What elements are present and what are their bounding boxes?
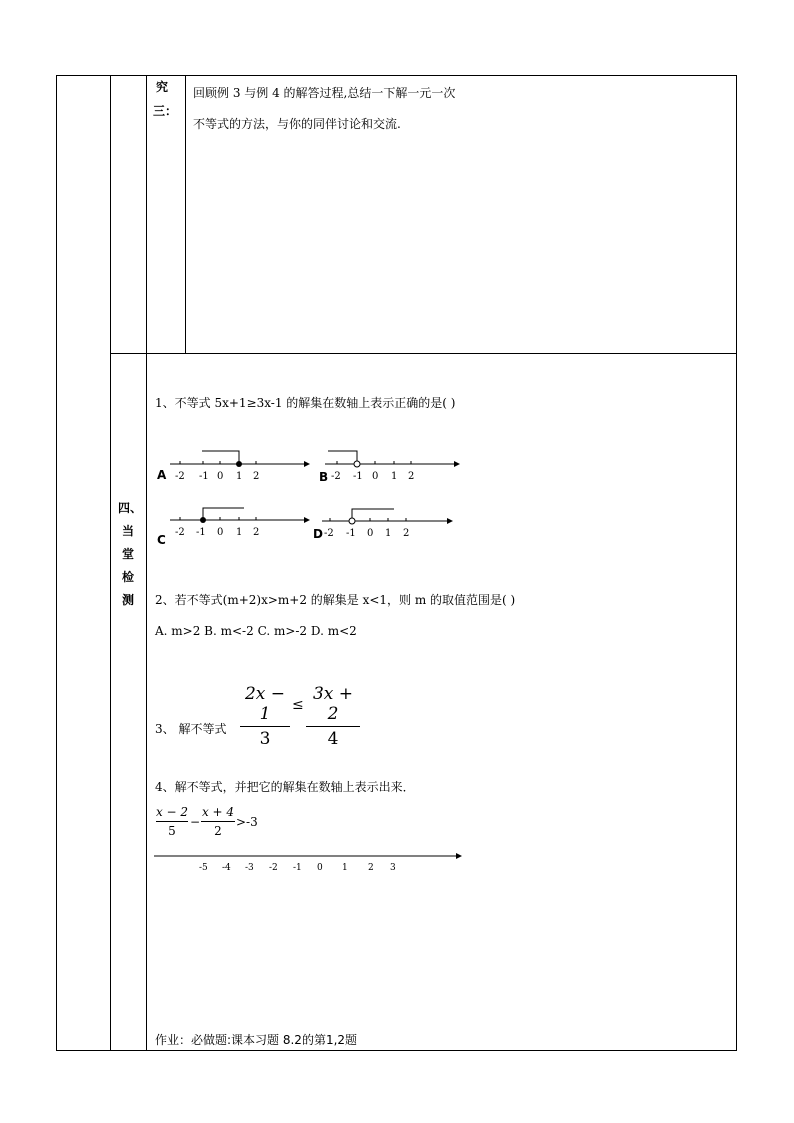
tick-label: 0 — [372, 471, 379, 482]
tick-label: -2 — [269, 863, 278, 873]
q3-lhs-denominator: 3 — [259, 729, 271, 749]
q3-operator: ≤ — [292, 697, 304, 713]
section3-label-line1: 究 — [156, 80, 169, 94]
section4-label-char: 测 — [121, 593, 134, 607]
tick-label: -2 — [324, 528, 334, 539]
table-border-right — [736, 75, 737, 1051]
q1-prompt: 1、不等式 5x+1≥3x-1 的解集在数轴上表示正确的是( ) — [155, 396, 456, 410]
q3-rhs-fraction — [306, 684, 360, 749]
closed-endpoint — [200, 517, 206, 523]
q4-relation: >-3 — [236, 815, 258, 829]
tick-label: 2 — [368, 863, 374, 873]
table-border-left — [56, 75, 57, 1051]
q4-f2-denominator: 2 — [214, 824, 222, 838]
open-endpoint — [354, 461, 360, 467]
section4-label-char: 四、 — [118, 501, 143, 515]
q3-rhs-numerator: 3x + 2 — [312, 684, 354, 724]
tick-label: -1 — [346, 528, 356, 539]
q2-prompt: 2、若不等式(m+2)x>m+2 的解集是 x<1，则 m 的取值范围是( ) — [155, 593, 516, 607]
q1-option-d-numberline — [322, 501, 462, 541]
axis-arrow — [456, 853, 462, 859]
tick-label: 0 — [367, 528, 374, 539]
q2-choices: A. m>2 B. m<-2 C. m>-2 D. m<2 — [155, 624, 357, 638]
q3-lhs-fraction — [240, 684, 290, 749]
q3-rhs-denominator: 4 — [327, 729, 339, 749]
tick-label: -1 — [353, 471, 363, 482]
axis-arrow — [447, 518, 453, 524]
tick-label: -2 — [175, 527, 185, 538]
fraction-bar — [306, 726, 360, 727]
tick-label: -1 — [199, 471, 209, 482]
fraction-bar — [240, 726, 290, 727]
q1-option-c-numberline — [170, 500, 310, 540]
tick-label: 1 — [342, 863, 348, 873]
axis-arrow — [304, 461, 310, 467]
fraction-bar — [156, 821, 188, 822]
tick-label: -2 — [175, 471, 185, 482]
section4-label-char: 当 — [121, 524, 134, 538]
tick-label: 0 — [217, 471, 224, 482]
q4-minus: − — [190, 815, 201, 829]
column-divider-1 — [110, 75, 111, 1051]
tick-label: 1 — [236, 471, 243, 482]
tick-label: -4 — [222, 863, 231, 873]
q4-f1-denominator: 5 — [168, 824, 176, 838]
tick-label: -5 — [199, 863, 208, 873]
tick-label: -1 — [293, 863, 302, 873]
q4-fraction-1 — [154, 805, 190, 838]
q4-f2-numerator: x + 4 — [201, 805, 235, 819]
tick-label: 2 — [408, 471, 415, 482]
tick-label: 2 — [253, 471, 260, 482]
tick-label: 1 — [391, 471, 398, 482]
section4-label — [118, 497, 143, 612]
tick-label: -2 — [331, 471, 341, 482]
q4-f1-numerator: x − 2 — [155, 805, 189, 819]
closed-endpoint — [236, 461, 242, 467]
tick-label: 0 — [317, 863, 323, 873]
q3-lhs-numerator: 2x − 1 — [244, 684, 286, 724]
q1-option-b-letter: B — [319, 470, 329, 484]
section3-text-line1: 回顾例 3 与例 4 的解答过程,总结一下解一元一次 — [193, 86, 456, 100]
fraction-bar — [201, 821, 235, 822]
solution-bracket — [328, 451, 357, 461]
section3-label-line2: 三： — [153, 104, 178, 118]
q3-prefix: 3、 解不等式 — [155, 722, 227, 736]
q1-option-a-numberline — [170, 444, 310, 484]
solution-bracket — [203, 508, 244, 520]
q4-prompt: 4、解不等式，并把它的解集在数轴上表示出来． — [155, 780, 415, 794]
tick-label: 0 — [217, 527, 224, 538]
tick-label: -1 — [196, 527, 206, 538]
tick-label: -3 — [245, 863, 254, 873]
row-divider — [110, 353, 737, 354]
section4-label-char: 堂 — [121, 547, 134, 561]
q1-option-d-letter: D — [313, 527, 323, 541]
table-border-bottom — [56, 1050, 737, 1051]
axis-arrow — [454, 461, 460, 467]
tick-label: 2 — [403, 528, 410, 539]
q1-option-a-letter: A — [157, 468, 167, 482]
section4-label-char: 检 — [121, 570, 134, 584]
solution-bracket — [352, 509, 394, 518]
q1-option-c-letter: C — [157, 533, 166, 547]
tick-label: 3 — [390, 863, 396, 873]
tick-label: 1 — [385, 528, 392, 539]
section3-text-line2: 不等式的方法，与你的同伴讨论和交流. — [193, 117, 401, 131]
table-border-top — [56, 75, 737, 76]
q1-option-b-numberline — [325, 444, 465, 484]
column-divider-2 — [146, 75, 147, 1051]
axis-arrow — [304, 517, 310, 523]
tick-label: 1 — [236, 527, 243, 538]
open-endpoint — [349, 518, 355, 524]
tick-label: 2 — [253, 527, 260, 538]
homework: 作业：必做题:课本习题 8.2的第1,2题 — [155, 1033, 358, 1047]
q4-numberline — [154, 848, 464, 878]
q4-fraction-2 — [199, 805, 237, 838]
column-divider-3 — [185, 75, 186, 353]
